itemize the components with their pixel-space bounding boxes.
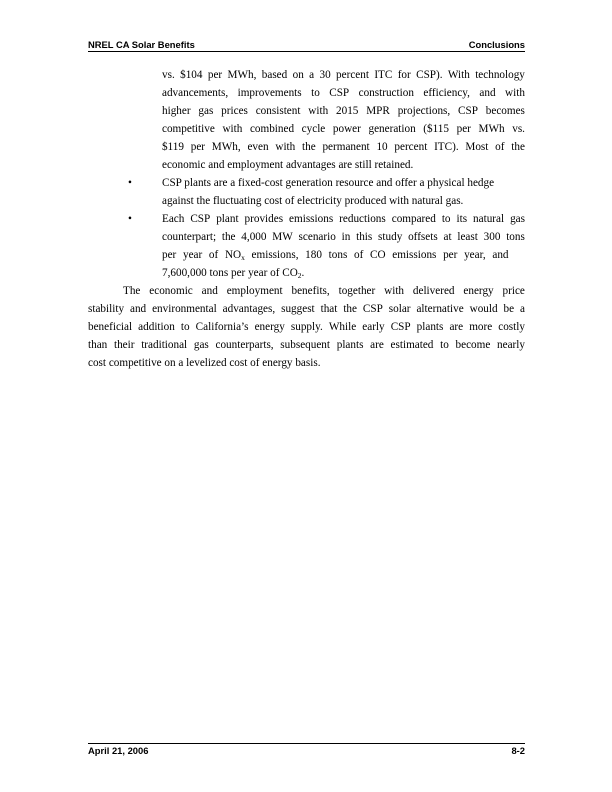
word: MWh <box>478 123 505 135</box>
word: beneficial <box>88 321 133 333</box>
word: MPR <box>366 105 390 117</box>
word: improvements <box>237 87 302 99</box>
word: alternative <box>416 303 464 315</box>
word: 300 <box>483 231 501 243</box>
word: $119 <box>162 141 184 153</box>
word: the <box>343 303 357 315</box>
word: percent <box>394 141 428 153</box>
word: that <box>320 303 338 315</box>
word: CSP <box>190 213 211 225</box>
word: vs. <box>162 69 175 81</box>
word: per <box>207 69 223 81</box>
word: with <box>275 141 296 153</box>
word: ITC <box>374 69 393 81</box>
word: cycle <box>301 123 326 135</box>
word: in <box>341 231 351 243</box>
bullet-marker: • <box>128 213 132 225</box>
word: 2015 <box>336 105 359 117</box>
word: are <box>449 321 464 333</box>
continuation-line <box>162 138 525 156</box>
word: With <box>447 69 470 81</box>
word: this <box>356 231 373 243</box>
paragraph-line <box>123 282 525 300</box>
word: MWh, <box>211 141 241 153</box>
word: generation <box>368 123 416 135</box>
co2-subscript: 2 <box>297 271 302 280</box>
word: the <box>221 231 236 243</box>
word: and <box>479 87 496 99</box>
header-report-title: NREL CA Solar Benefits <box>88 39 195 50</box>
word: energy <box>254 321 285 333</box>
word: per <box>190 141 206 153</box>
bullet-text: . <box>301 267 305 279</box>
word: for <box>397 69 411 81</box>
word: on <box>292 69 304 81</box>
word: The <box>123 285 141 297</box>
word: prices <box>221 105 248 117</box>
word: technology <box>475 69 525 81</box>
word: to <box>440 339 449 351</box>
word: provides <box>244 213 284 225</box>
word: at <box>443 231 452 243</box>
word: to <box>180 321 190 333</box>
word: become <box>455 339 491 351</box>
word: its <box>456 213 468 225</box>
bullet-line <box>162 264 525 282</box>
word: scenario <box>298 231 336 243</box>
word: plants <box>336 339 364 351</box>
continuation-block <box>88 66 525 174</box>
bullet-text: 7,600,000 tons per year of CO <box>162 267 298 279</box>
paragraph-line <box>88 336 525 354</box>
word: tons <box>506 231 525 243</box>
word: consistent <box>255 105 301 117</box>
word: reductions <box>339 213 386 225</box>
word: CSP). <box>416 69 443 81</box>
page-number: 8-2 <box>511 745 525 756</box>
paragraph-line <box>88 300 525 318</box>
word: emissions <box>289 213 334 225</box>
word: offsets <box>408 231 438 243</box>
word: permanent <box>322 141 370 153</box>
bullet-marker: • <box>128 177 132 189</box>
word: efficiency, <box>423 87 470 99</box>
word: per <box>456 123 471 135</box>
word: a <box>309 69 315 81</box>
word: compared <box>391 213 436 225</box>
word: addition <box>138 321 175 333</box>
nox-subscript: x <box>241 253 245 262</box>
word: ITC). <box>434 141 459 153</box>
page-header <box>88 37 525 50</box>
continuation-line <box>162 66 525 84</box>
word: more <box>469 321 493 333</box>
word: environmental <box>152 303 217 315</box>
word: gas <box>193 339 209 351</box>
page-footer <box>88 745 525 758</box>
concluding-paragraph <box>88 282 525 372</box>
continuation-line <box>162 102 525 120</box>
continuation-line <box>162 120 525 138</box>
word: study <box>378 231 403 243</box>
word: price <box>502 285 525 297</box>
word: gas <box>198 105 214 117</box>
bullet-line: against the fluctuating cost of electricity produced with natural gas. <box>162 195 464 207</box>
bullet-item-hedge <box>88 174 525 210</box>
bullet-line <box>162 210 525 228</box>
word: higher <box>162 105 191 117</box>
word: employment <box>226 285 283 297</box>
continuation-line: economic and employment advantages are still retained. <box>162 159 414 171</box>
bullet-line <box>162 246 525 264</box>
word: least <box>457 231 478 243</box>
bullet-line: CSP plants are a fixed-cost generation resource and offer a physical hedge <box>162 177 495 189</box>
paragraph-line: cost competitive on a levelized cost of energy basis. <box>88 357 321 369</box>
word: becomes <box>485 105 525 117</box>
word: CSP <box>390 321 411 333</box>
word: subsequent <box>280 339 331 351</box>
word: natural <box>473 213 505 225</box>
word: power <box>332 123 361 135</box>
word: $104 <box>180 69 203 81</box>
word: 30 <box>319 69 331 81</box>
word: would <box>469 303 498 315</box>
word: Most <box>465 141 489 153</box>
word: construction <box>358 87 414 99</box>
word: stability <box>88 303 125 315</box>
word: MW <box>272 231 293 243</box>
word: delivered <box>412 285 455 297</box>
word: advancements, <box>162 87 229 99</box>
word: together <box>338 285 376 297</box>
word: costly <box>498 321 525 333</box>
word: than <box>88 339 108 351</box>
header-divider <box>88 51 525 52</box>
word: vs. <box>512 123 525 135</box>
continuation-line <box>162 84 525 102</box>
word: the <box>511 141 525 153</box>
word: be <box>503 303 515 315</box>
word: economic <box>149 285 193 297</box>
word: traditional <box>141 339 188 351</box>
word: with <box>505 87 525 99</box>
bullet-line <box>162 228 525 246</box>
word: CSP <box>458 105 478 117</box>
word: 4,000 <box>241 231 267 243</box>
word: are <box>370 339 384 351</box>
word: with <box>308 105 329 117</box>
word: counterpart; <box>162 231 217 243</box>
word: ($115 <box>423 123 449 135</box>
bullet-text: per year of NO <box>162 249 242 261</box>
word: with <box>384 285 405 297</box>
word: counterparts, <box>215 339 274 351</box>
word: suggest <box>281 303 315 315</box>
footer-divider <box>88 743 525 744</box>
bullet-text: emissions, 180 tons of CO emissions per year, and <box>244 249 509 261</box>
word: combined <box>249 123 295 135</box>
footer-date: April 21, 2006 <box>88 745 149 756</box>
word: their <box>113 339 135 351</box>
word: CSP <box>362 303 383 315</box>
word: MWh, <box>227 69 257 81</box>
word: Each <box>162 213 185 225</box>
document-body <box>88 66 525 372</box>
word: and <box>201 285 218 297</box>
word: the <box>302 141 316 153</box>
word: of <box>495 141 505 153</box>
word: benefits, <box>291 285 330 297</box>
bullet-item-emissions <box>88 210 525 282</box>
word: plant <box>216 213 239 225</box>
word: supply. <box>290 321 323 333</box>
word: and <box>130 303 147 315</box>
word: competitive <box>162 123 215 135</box>
word: to <box>441 213 451 225</box>
word: plants <box>416 321 444 333</box>
word: advantages, <box>222 303 276 315</box>
word: estimated <box>390 339 434 351</box>
word: early <box>362 321 385 333</box>
word: 10 <box>376 141 388 153</box>
word: based <box>261 69 288 81</box>
word: to <box>311 87 320 99</box>
word: gas <box>510 213 525 225</box>
word: a <box>520 303 525 315</box>
header-section-title: Conclusions <box>468 39 525 50</box>
word: While <box>328 321 357 333</box>
word: energy <box>463 285 494 297</box>
word: percent <box>336 69 369 81</box>
word: CSP <box>329 87 350 99</box>
word: with <box>222 123 243 135</box>
word: projections, <box>397 105 451 117</box>
paragraph-line <box>88 318 525 336</box>
word: California’s <box>195 321 249 333</box>
word: nearly <box>497 339 525 351</box>
word: solar <box>388 303 411 315</box>
word: even <box>247 141 269 153</box>
